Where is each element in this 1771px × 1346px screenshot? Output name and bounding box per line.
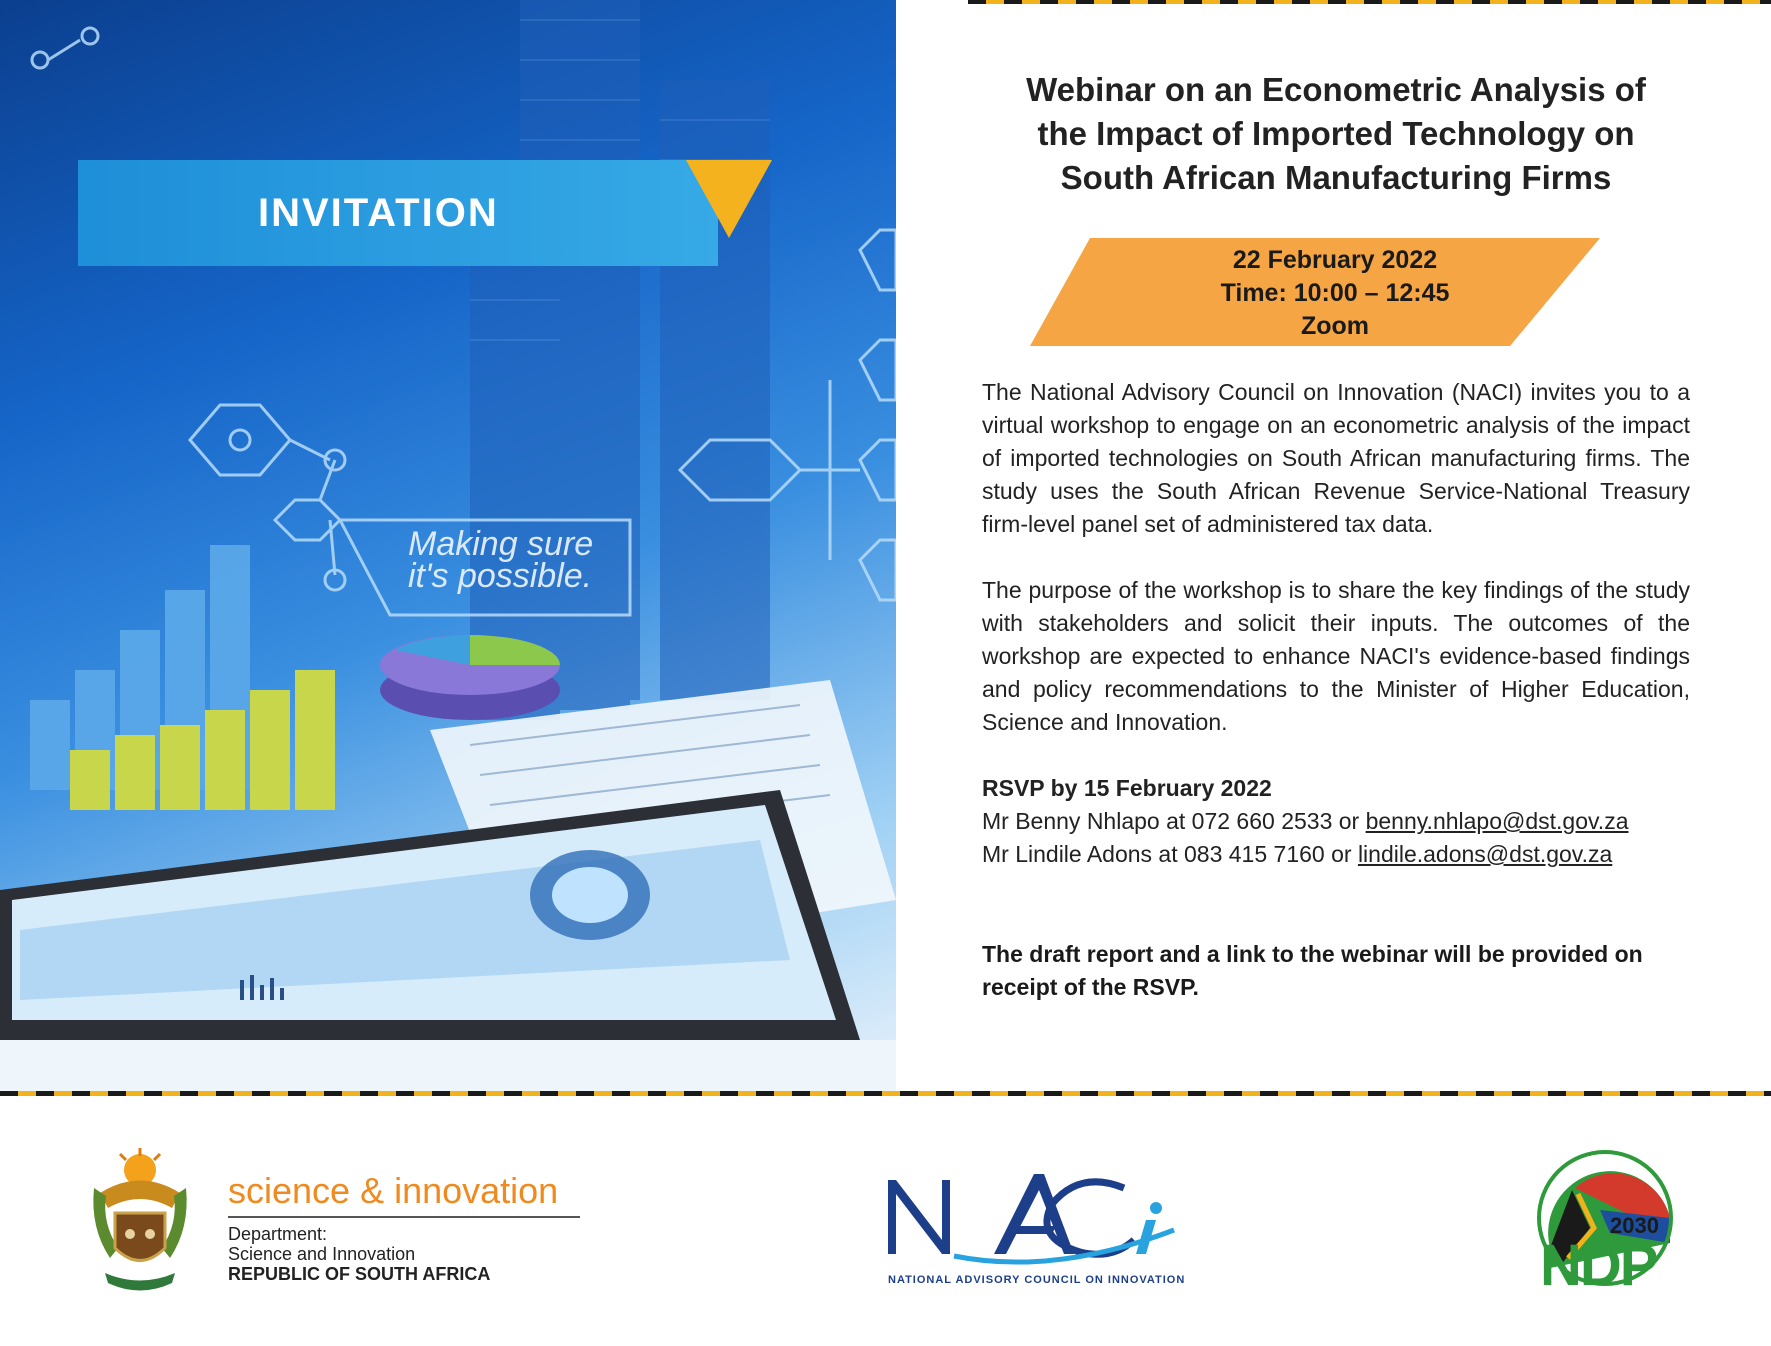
- hero-slogan: [408, 525, 594, 595]
- event-time: Time: 10:00 – 12:45: [1220, 279, 1450, 307]
- intro-paragraph: The National Advisory Council on Innovation (NACI) invites you to a virtual workshop to engage on an econometric analysis of the impact of imported technologies on South African manufacturing firms. The study uses the South African Revenue Service-National Treasury firm-level panel set of administered tax data.: [982, 379, 1690, 537]
- dsi-logo: [80, 1148, 600, 1298]
- dsi-divider: [228, 1216, 580, 1218]
- rsvp-contact-2: [982, 838, 1629, 871]
- webinar-title: [968, 68, 1704, 200]
- contact-2-email-link[interactable]: lindile.adons@dst.gov.za: [1357, 841, 1613, 867]
- invitation-banner: [78, 160, 718, 266]
- naci-caption: NATIONAL ADVISORY COUNCIL ON INNOVATION: [888, 1274, 1186, 1286]
- rsvp-heading: RSVP by 15 February 2022: [982, 775, 1272, 801]
- slogan-line-2: it's possible.: [408, 557, 593, 595]
- ndp-2030-logo: [1520, 1148, 1690, 1298]
- event-details: [1030, 244, 1640, 343]
- contact-1-email-link[interactable]: benny.nhlapo@dst.gov.za: [1365, 808, 1629, 834]
- invitation-label: INVITATION: [258, 190, 499, 235]
- title-line-2: the Impact of Imported Technology on: [1037, 115, 1635, 152]
- slogan-line-1: Making sure: [408, 525, 594, 563]
- dsi-line-1: Department:: [228, 1224, 328, 1244]
- naci-wordmark-icon: [884, 1160, 1204, 1270]
- purpose-paragraph: The purpose of the workshop is to share the key findings of the study with stakeholders and solicit their inputs. The outcomes of the workshop are expected to enhance NACI's evidence-based findings and policy recommendations to the Minister of Higher Education, Science and Innovation.: [982, 577, 1690, 735]
- top-hazard-stripe: [968, 0, 1771, 4]
- dsi-brand-text: science & innovation: [228, 1170, 559, 1211]
- dsi-line-2: Science and Innovation: [228, 1244, 416, 1264]
- dsi-department: [228, 1224, 490, 1284]
- ndp-year: 2030: [1610, 1213, 1659, 1238]
- coat-of-arms-icon: [80, 1148, 200, 1298]
- event-date: 22 February 2022: [1232, 246, 1438, 274]
- naci-logo: [884, 1160, 1204, 1300]
- rsvp-section: [982, 772, 1629, 871]
- contact-2-text: Mr Lindile Adons at 083 415 7160 or: [982, 841, 1358, 867]
- hero-image: [0, 0, 896, 1093]
- title-line-1: Webinar on an Econometric Analysis of: [1026, 71, 1646, 108]
- contact-1-text: Mr Benny Nhlapo at 072 660 2533 or: [982, 808, 1366, 834]
- rsvp-note: The draft report and a link to the webinar will be provided on receipt of the RSVP.: [982, 941, 1643, 1000]
- title-line-3: South African Manufacturing Firms: [1060, 159, 1612, 196]
- rsvp-contact-1: [982, 805, 1629, 838]
- ndp-text: NDP: [1540, 1233, 1657, 1298]
- bottom-hazard-stripe: [0, 1091, 1771, 1096]
- banner-corner-triangle: [686, 160, 772, 240]
- event-venue: Zoom: [1300, 312, 1370, 340]
- dsi-line-3: REPUBLIC OF SOUTH AFRICA: [228, 1264, 491, 1284]
